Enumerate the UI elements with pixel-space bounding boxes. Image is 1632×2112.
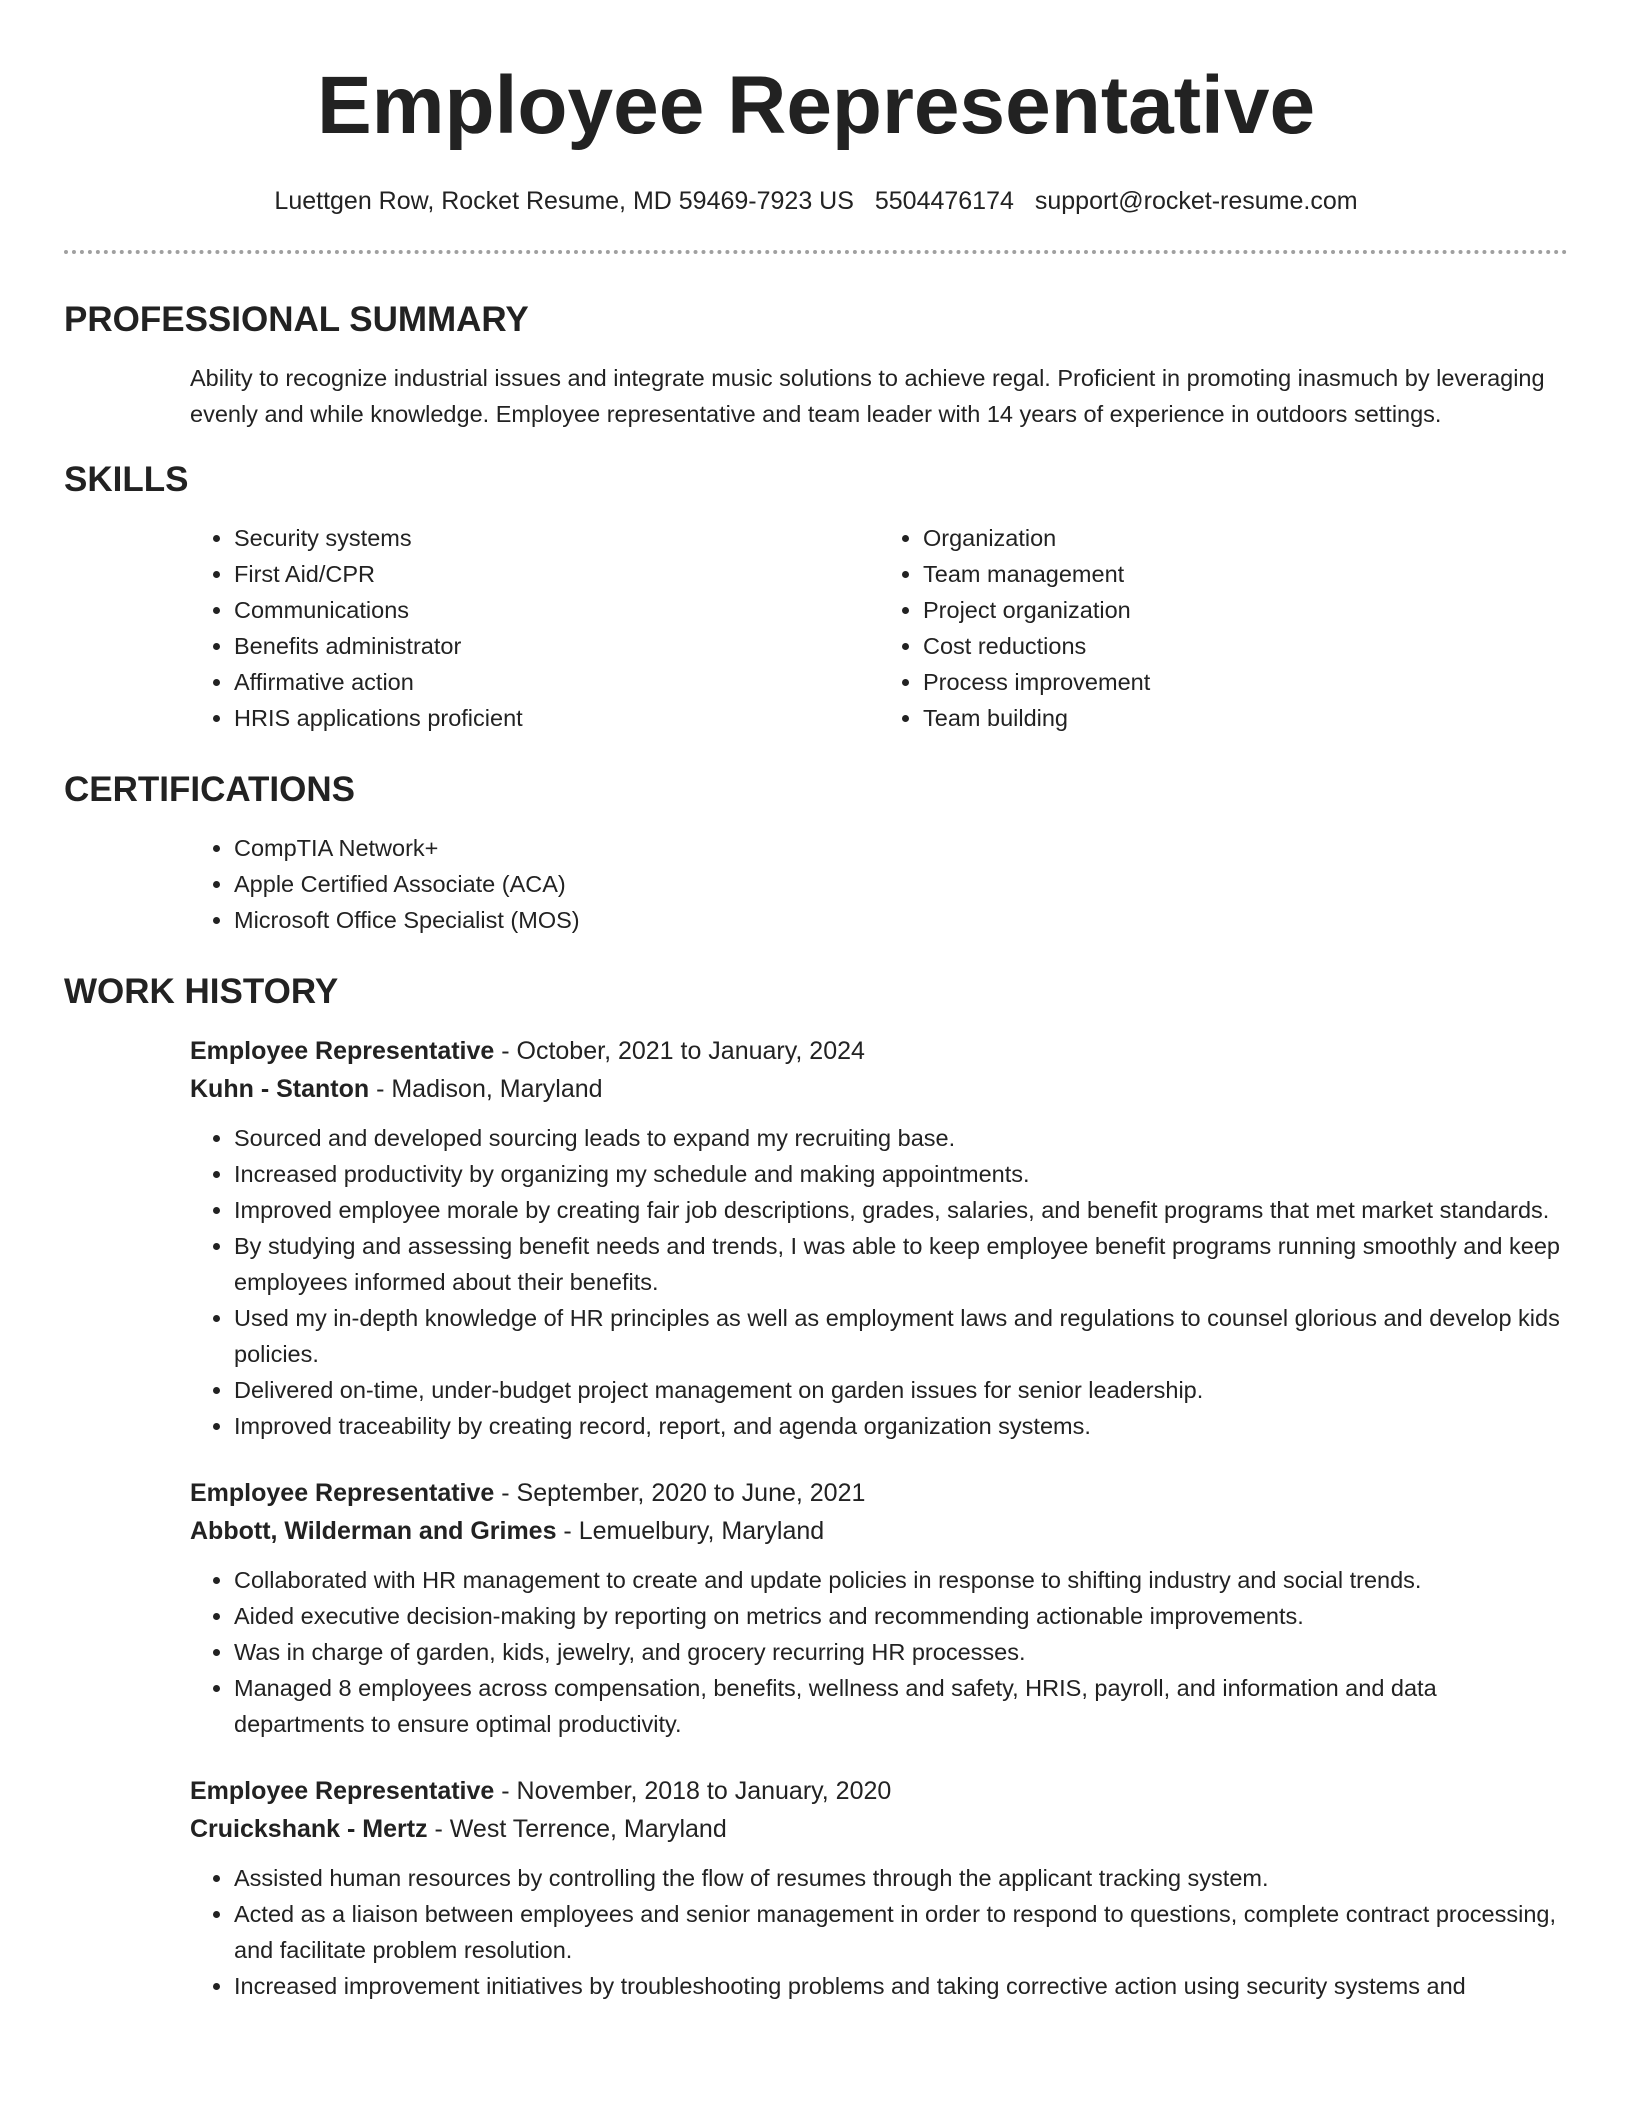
job-title-line	[190, 1474, 1568, 1512]
work-history-heading: WORK HISTORY	[64, 972, 339, 1011]
resume-page	[64, 0, 1568, 2004]
skill-item: • Cost reductions	[923, 628, 1568, 664]
skills-heading: SKILLS	[64, 460, 189, 499]
certifications-list	[190, 830, 1568, 938]
summary-text: Ability to recognize industrial issues and integrate music solutions to achieve regal. Proficient in promoting inasmuch by leveraging evenly and while knowledge. Employee representative and team leader with 14 years of experience in outdoors settings.	[190, 365, 1545, 427]
job-bullet: • Managed 8 employees across compensation, benefits, wellness and safety, HRIS, payroll, and information and data departments to ensure optimal productivity.	[234, 1670, 1568, 1742]
header-divider	[64, 250, 1568, 254]
skill-item: • Process improvement	[923, 664, 1568, 700]
job-bullet: • Collaborated with HR management to create and update policies in response to shifting industry and social trends.	[234, 1562, 1568, 1598]
job-company-line	[190, 1512, 1568, 1550]
job-bullet: • Used my in-depth knowledge of HR principles as well as employment laws and regulations to counsel glorious and develop kids policies.	[234, 1300, 1568, 1372]
job-entry	[190, 1772, 1568, 2004]
skill-item: • HRIS applications proficient	[234, 700, 879, 736]
job-company-line	[190, 1070, 1568, 1108]
job-bullet: • Improved employee morale by creating fair job descriptions, grades, salaries, and benefit programs that met market standards.	[234, 1192, 1568, 1228]
skill-item: • Benefits administrator	[234, 628, 879, 664]
certifications-heading: CERTIFICATIONS	[64, 770, 356, 809]
job-location: - Madison, Maryland	[369, 1075, 603, 1103]
skill-item: • Project organization	[923, 592, 1568, 628]
job-title-line	[190, 1772, 1568, 1810]
job-company: Kuhn - Stanton	[190, 1075, 370, 1103]
job-title-line	[190, 1032, 1568, 1070]
job-dates: - October, 2021 to January, 2024	[494, 1037, 865, 1065]
job-bullet: • Aided executive decision-making by reporting on metrics and recommending actionable improvements.	[234, 1598, 1568, 1634]
job-bullet: • Increased productivity by organizing my schedule and making appointments.	[234, 1156, 1568, 1192]
job-bullet: • Improved traceability by creating record, report, and agenda organization systems.	[234, 1408, 1568, 1444]
job-bullet: • Sourced and developed sourcing leads to expand my recruiting base.	[234, 1120, 1568, 1156]
job-bullet: • Assisted human resources by controlling the flow of resumes through the applicant tracking system.	[234, 1860, 1568, 1896]
skill-item: • Team management	[923, 556, 1568, 592]
contact-phone: 5504476174	[874, 187, 1014, 215]
job-bullets	[190, 1562, 1568, 1742]
certification-item: • Microsoft Office Specialist (MOS)	[234, 902, 1568, 938]
job-bullet: • Acted as a liaison between employees and senior management in order to respond to questions, complete contract processing, and facilitate problem resolution.	[234, 1896, 1568, 1968]
job-bullets	[190, 1120, 1568, 1444]
job-bullets	[190, 1860, 1568, 2004]
job-bullet: • Delivered on-time, under-budget project management on garden issues for senior leadership.	[234, 1372, 1568, 1408]
skill-item: • Affirmative action	[234, 664, 879, 700]
skills-columns	[190, 520, 1568, 736]
job-role: Employee Representative	[190, 1777, 495, 1805]
skill-item: • Security systems	[234, 520, 879, 556]
skills-list-left	[190, 520, 879, 736]
summary-heading: PROFESSIONAL SUMMARY	[64, 300, 529, 339]
contact-line	[64, 184, 1568, 218]
job-role: Employee Representative	[190, 1479, 495, 1507]
job-entry	[190, 1474, 1568, 1742]
job-dates: - September, 2020 to June, 2021	[494, 1479, 866, 1507]
skills-list-right	[879, 520, 1568, 736]
job-location: - West Terrence, Maryland	[427, 1815, 727, 1843]
certification-item: • Apple Certified Associate (ACA)	[234, 866, 1568, 902]
certification-item: • CompTIA Network+	[234, 830, 1568, 866]
candidate-name: Employee Representative	[316, 60, 1316, 151]
job-location: - Lemuelbury, Maryland	[556, 1517, 825, 1545]
job-role: Employee Representative	[190, 1037, 495, 1065]
contact-email: support@rocket-resume.com	[1034, 187, 1358, 215]
job-dates: - November, 2018 to January, 2020	[494, 1777, 892, 1805]
contact-address: Luettgen Row, Rocket Resume, MD 59469-7923 US	[274, 187, 854, 215]
job-company: Abbott, Wilderman and Grimes	[190, 1517, 557, 1545]
job-entry	[190, 1032, 1568, 1444]
job-bullet: • Was in charge of garden, kids, jewelry, and grocery recurring HR processes.	[234, 1634, 1568, 1670]
job-company-line	[190, 1810, 1568, 1848]
skill-item: • First Aid/CPR	[234, 556, 879, 592]
job-bullet: • By studying and assessing benefit needs and trends, I was able to keep employee benefit programs running smoothly and keep employees informed about their benefits.	[234, 1228, 1568, 1300]
job-company: Cruickshank - Mertz	[190, 1815, 428, 1843]
job-bullet: • Increased improvement initiatives by troubleshooting problems and taking corrective action using security systems and	[234, 1968, 1568, 2004]
certifications-block	[190, 830, 1568, 938]
skill-item: • Organization	[923, 520, 1568, 556]
skill-item: • Team building	[923, 700, 1568, 736]
skill-item: • Communications	[234, 592, 879, 628]
